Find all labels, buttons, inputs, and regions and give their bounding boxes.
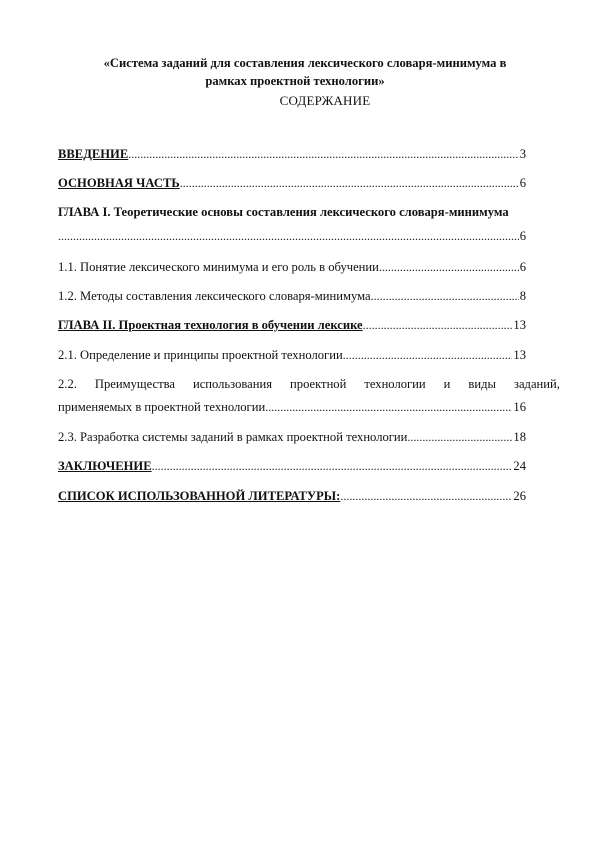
- toc-entry-label: ВВЕДЕНИЕ: [58, 147, 129, 161]
- toc-entry-introduction[interactable]: [58, 144, 526, 162]
- toc-leader-dots: [152, 458, 513, 474]
- toc-entry-label: ЗАКЛЮЧЕНИЕ: [58, 459, 152, 473]
- toc-leader-dots: [58, 228, 519, 244]
- toc-leader-dots: [128, 146, 518, 162]
- toc-leader-dots: [340, 488, 512, 504]
- toc-page-number: 6: [519, 260, 526, 274]
- toc-entry-section-2-2[interactable]: [58, 397, 526, 415]
- toc-page-number: 16: [513, 400, 526, 414]
- toc-leader-dots: [265, 399, 512, 415]
- toc-entry-label: 1.1. Понятие лексического минимума и его роль в обучении: [58, 260, 379, 274]
- toc-page-number: 13: [513, 348, 526, 362]
- toc-entry-label: 2.3. Разработка системы заданий в рамках проектной технологии: [58, 430, 408, 444]
- toc-word: технологии: [364, 377, 426, 391]
- toc-word: виды: [468, 377, 496, 391]
- toc-page-number: 13: [513, 318, 526, 332]
- toc-page-number: 6: [519, 176, 526, 190]
- toc-entry-chapter-2[interactable]: [58, 315, 526, 333]
- toc-entry-section-2-1[interactable]: [58, 345, 526, 363]
- document-title-line-1: «Система заданий для составления лексического словаря-минимума в: [103, 56, 507, 70]
- toc-entry-section-1-1[interactable]: [58, 257, 526, 275]
- toc-page-number: 26: [513, 489, 526, 503]
- toc-entry-label: ГЛАВА II. Проектная технология в обучении лексике: [58, 318, 363, 332]
- toc-entry-section-2-2-line-1[interactable]: [58, 376, 560, 392]
- toc-leader-dots: [379, 259, 519, 275]
- toc-entry-label: применяемых в проектной технологии: [58, 400, 266, 414]
- toc-entry-label: 2.1. Определение и принципы проектной технологии: [58, 348, 343, 362]
- toc-entry-label: ОСНОВНАЯ ЧАСТЬ: [58, 176, 180, 190]
- toc-word: 2.2.: [58, 377, 77, 391]
- toc-page-number: 3: [519, 147, 526, 161]
- toc-word: проектной: [290, 377, 347, 391]
- toc-page-number: 8: [519, 289, 526, 303]
- toc-word: Преимущества: [94, 377, 175, 391]
- document-title-line-2: рамках проектной технологии»: [205, 74, 385, 88]
- toc-leader-dots: [180, 175, 519, 191]
- toc-entry-label: 1.2. Методы составления лексического словаря-минимума: [58, 289, 371, 303]
- contents-heading: СОДЕРЖАНИЕ: [279, 93, 371, 108]
- toc-entry-chapter-1[interactable]: [58, 226, 526, 244]
- toc-page-number: 24: [513, 459, 526, 473]
- toc-entry-chapter-1-label[interactable]: ГЛАВА I. Теоретические основы составления лексического словаря-минимума: [58, 205, 509, 219]
- toc-entry-references[interactable]: [58, 486, 526, 504]
- toc-entry-section-1-2[interactable]: [58, 286, 526, 304]
- toc-word: и: [443, 377, 451, 391]
- toc-entry-main-part[interactable]: [58, 173, 526, 191]
- toc-entry-conclusion[interactable]: [58, 456, 526, 474]
- toc-word: использования: [192, 377, 273, 391]
- toc-leader-dots: [371, 288, 519, 304]
- toc-page-number: 6: [519, 229, 526, 243]
- toc-entry-label: СПИСОК ИСПОЛЬЗОВАННОЙ ЛИТЕРАТУРЫ:: [58, 489, 341, 503]
- toc-entry-section-2-3[interactable]: [58, 427, 526, 445]
- toc-page-number: 18: [513, 430, 526, 444]
- toc-leader-dots: [343, 347, 513, 363]
- toc-word: заданий,: [513, 377, 560, 391]
- toc-leader-dots: [407, 429, 512, 445]
- toc-leader-dots: [363, 317, 513, 333]
